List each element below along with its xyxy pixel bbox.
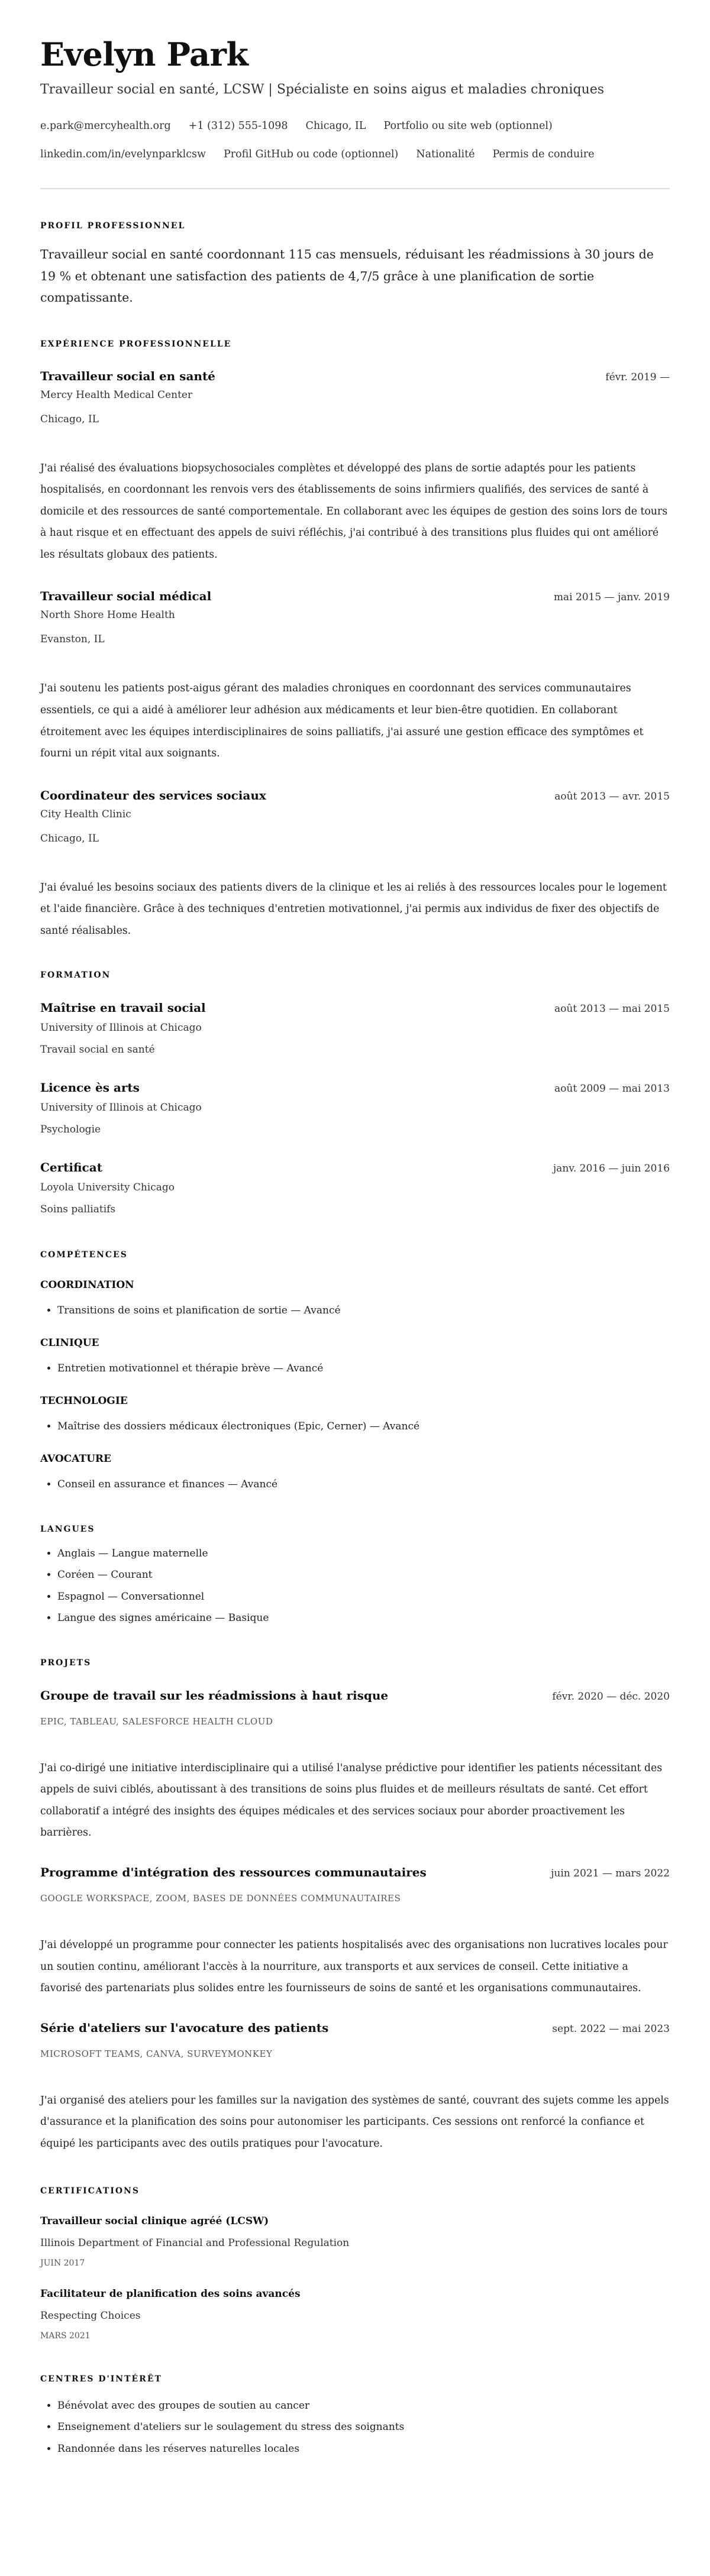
job-description: J'ai évalué les besoins sociaux des patients divers de la clinique et les ai reliés à des ressources locales pour le logement et l'aide financière. Grâce à des techniques d'entretien motivationnel, j'ai permis aux individus de fixer des objectifs de santé réalisables. [40,881,667,937]
certification-date: JUIN 2017 [40,2258,85,2268]
degree: Licence ès arts [40,1080,140,1095]
certification-title: Travailleur social clinique agréé (LCSW) [40,2215,269,2227]
section-heading: CERTIFICATIONS [40,2186,140,2196]
profile-section [40,220,670,309]
contact-portfolio[interactable]: Portfolio ou site web (optionnel) [383,120,553,132]
interests-section [40,2373,670,2460]
skill-list [40,1419,670,1434]
job-dates: févr. 2019 — [605,371,670,383]
project-description: J'ai co-dirigé une initiative interdisciplinaire qui a utilisé l'analyse prédictive pour identifier les patients nécessitant des appels de suivi ciblés, aboutissant à des transitions de soins plus fluides et de meilleurs résultats de santé. Cet effort collaboratif a intégré des insights des équipes médicales et des services sociaux pour aborder proactivement les barrières. [40,1762,663,1839]
candidate-name: Evelyn Park [40,35,248,73]
project-entry [40,2020,670,2155]
certification-issuer: Respecting Choices [40,2309,141,2322]
degree: Maîtrise en travail social [40,1000,206,1015]
contact-linkedin[interactable]: linkedin.com/in/evelynparklcsw [40,148,206,160]
project-tech: MICROSOFT TEAMS, CANVA, SURVEYMONKEY [40,2048,273,2059]
education-dates: août 2009 — mai 2013 [554,1082,670,1095]
project-dates: juin 2021 — mars 2022 [551,1868,670,1879]
job-dates: mai 2015 — janv. 2019 [553,591,670,604]
contact-nationality: Nationalité [416,148,475,160]
language-list [40,1543,670,1629]
section-heading: PROJETS [40,1658,92,1668]
job-employer: City Health Clinic [40,808,131,820]
certification-entry [40,2214,670,2269]
project-title: Groupe de travail sur les réadmissions à haut risque [40,1688,389,1703]
degree: Certificat [40,1160,102,1174]
job-location: Chicago, IL [40,413,99,425]
school: University of Illinois at Chicago [40,1021,202,1034]
language-item: • Langue des signes américaine — Basique [57,1607,670,1629]
skill-category: AVOCATURE [40,1452,112,1465]
contact-list [40,118,670,162]
education-entry [40,999,670,1057]
job-entry [40,368,670,566]
job-entry [40,787,670,942]
certification-title: Facilitateur de planification des soins avancés [40,2287,301,2300]
certification-issuer: Illinois Department of Financial and Professional Regulation [40,2237,350,2249]
job-entry [40,588,670,764]
language-item: • Coréen — Courant [57,1564,670,1586]
headline: Travailleur social en santé, LCSW | Spécialiste en soins aigus et maladies chroniques [40,82,605,97]
education-dates: janv. 2016 — juin 2016 [553,1162,670,1174]
school: Loyola University Chicago [40,1181,175,1193]
job-description: J'ai réalisé des évaluations biopsychosociales complètes et développé des plans de sortie adaptés pour les patients hospitalisés, en coordonnant les renvois vers des établissements de soins infirmiers qualifiés, des services de santé à domicile et des ressources de santé comportementale. En collaborant avec les équipes de gestion des soins lors de tours à haut risque et en effectuant des appels de suivi réfléchis, j'ai contribué à des transitions plus fluides qui ont amélioré les résultats globaux des patients. [40,462,668,561]
skill-list [40,1477,670,1492]
section-heading: EXPÉRIENCE PROFESSIONNELLE [40,339,232,349]
project-entry [40,1687,670,1844]
contact-email[interactable]: e.park@mercyhealth.org [40,120,171,132]
experience-section [40,338,670,942]
contact-github[interactable]: Profil GitHub ou code (optionnel) [223,148,399,160]
field-of-study: Soins palliatifs [40,1203,116,1215]
education-dates: août 2013 — mai 2015 [554,1002,670,1015]
skill-item: • Transitions de soins et planification de sortie — Avancé [57,1303,670,1318]
skill-category: CLINIQUE [40,1336,99,1349]
contact-location: Chicago, IL [305,120,366,132]
skill-list [40,1303,670,1318]
job-title: Coordinateur des services sociaux [40,788,266,802]
interest-list [40,2395,670,2460]
skills-section [40,1249,670,1492]
skill-category: TECHNOLOGIE [40,1394,128,1407]
project-title: Programme d'intégration des ressources communautaires [40,1865,427,1879]
certifications-section [40,2185,670,2342]
header-divider [40,188,670,189]
section-heading: CENTRES D'INTÉRÊT [40,2374,162,2384]
job-location: Evanston, IL [40,633,105,646]
education-section [40,969,670,1217]
project-title: Série d'ateliers sur l'avocature des patients [40,2020,329,2035]
job-employer: North Shore Home Health [40,609,175,622]
skill-item: • Maîtrise des dossiers médicaux électroniques (Epic, Cerner) — Avancé [57,1419,670,1434]
interest-item: • Bénévolat avec des groupes de soutien au cancer [57,2395,670,2417]
certification-date: MARS 2021 [40,2331,91,2341]
languages-section [40,1523,670,1629]
skill-category: COORDINATION [40,1279,134,1291]
project-description: J'ai organisé des ateliers pour les familles sur la navigation des systèmes de santé, couvrant des sujets comme les appels d'assurance et la planification des soins pour autonomiser les participants. Ces sessions ont renforcé la confiance et équipé les participants avec des outils pratiques pour l'avocature. [40,2094,669,2150]
project-tech: GOOGLE WORKSPACE, ZOOM, BASES DE DONNÉES COMMUNAUTAIRES [40,1893,401,1904]
job-location: Chicago, IL [40,832,99,844]
job-dates: août 2013 — avr. 2015 [554,790,670,802]
contact-phone: +1 (312) 555-1098 [188,120,288,132]
section-heading: PROFIL PROFESSIONNEL [40,221,186,231]
language-item: • Anglais — Langue maternelle [57,1543,670,1565]
profile-summary: Travailleur social en santé coordonnant 115 cas mensuels, réduisant les réadmissions à 30 jours de 19 % et obtenant une satisfaction des patients de 4,7/5 grâce à une planification de sortie compatissante. [40,247,654,305]
job-title: Travailleur social en santé [40,368,215,383]
skill-item: • Entretien motivationnel et thérapie brève — Avancé [57,1361,670,1376]
project-entry [40,1864,670,1999]
project-description: J'ai développé un programme pour connecter les patients hospitalisés avec des organisations non lucratives locales pour un soutien continu, améliorant l'accès à la nourriture, aux transports et aux services de conseil. Cette initiative a favorisé des partenariats plus solides entre les fournisseurs de soins de santé et les organisations communautaires. [40,1939,668,1995]
job-employer: Mercy Health Medical Center [40,389,193,401]
language-item: • Espagnol — Conversationnel [57,1586,670,1608]
project-tech: EPIC, TABLEAU, SALESFORCE HEALTH CLOUD [40,1716,273,1727]
job-description: J'ai soutenu les patients post-aigus gérant des maladies chroniques en coordonnant des services communautaires essentiels, ce qui a aidé à améliorer leur adhésion aux médicaments et leur bien-être quotidien. En collaborant étroitement avec les équipes interdisciplinaires de soins palliatifs, j'ai assuré une gestion efficace des symptômes et fourni un répit vital aux soignants. [40,682,644,760]
section-heading: LANGUES [40,1524,95,1534]
education-entry [40,1079,670,1137]
projects-section [40,1657,670,2155]
skill-list [40,1361,670,1376]
project-dates: sept. 2022 — mai 2023 [552,2022,670,2035]
field-of-study: Travail social en santé [40,1043,155,1056]
education-entry [40,1159,670,1217]
job-title: Travailleur social médical [40,589,212,604]
interest-item: • Randonnée dans les réserves naturelles locales [57,2438,670,2460]
skill-item: • Conseil en assurance et finances — Avancé [57,1477,670,1492]
section-heading: FORMATION [40,970,111,980]
interest-item: • Enseignement d'ateliers sur le soulagement du stress des soignants [57,2416,670,2438]
project-dates: févr. 2020 — déc. 2020 [552,1690,670,1703]
field-of-study: Psychologie [40,1123,101,1135]
contact-license: Permis de conduire [492,148,595,160]
school: University of Illinois at Chicago [40,1101,202,1114]
section-heading: COMPÉTENCES [40,1250,128,1260]
certification-entry [40,2287,670,2342]
